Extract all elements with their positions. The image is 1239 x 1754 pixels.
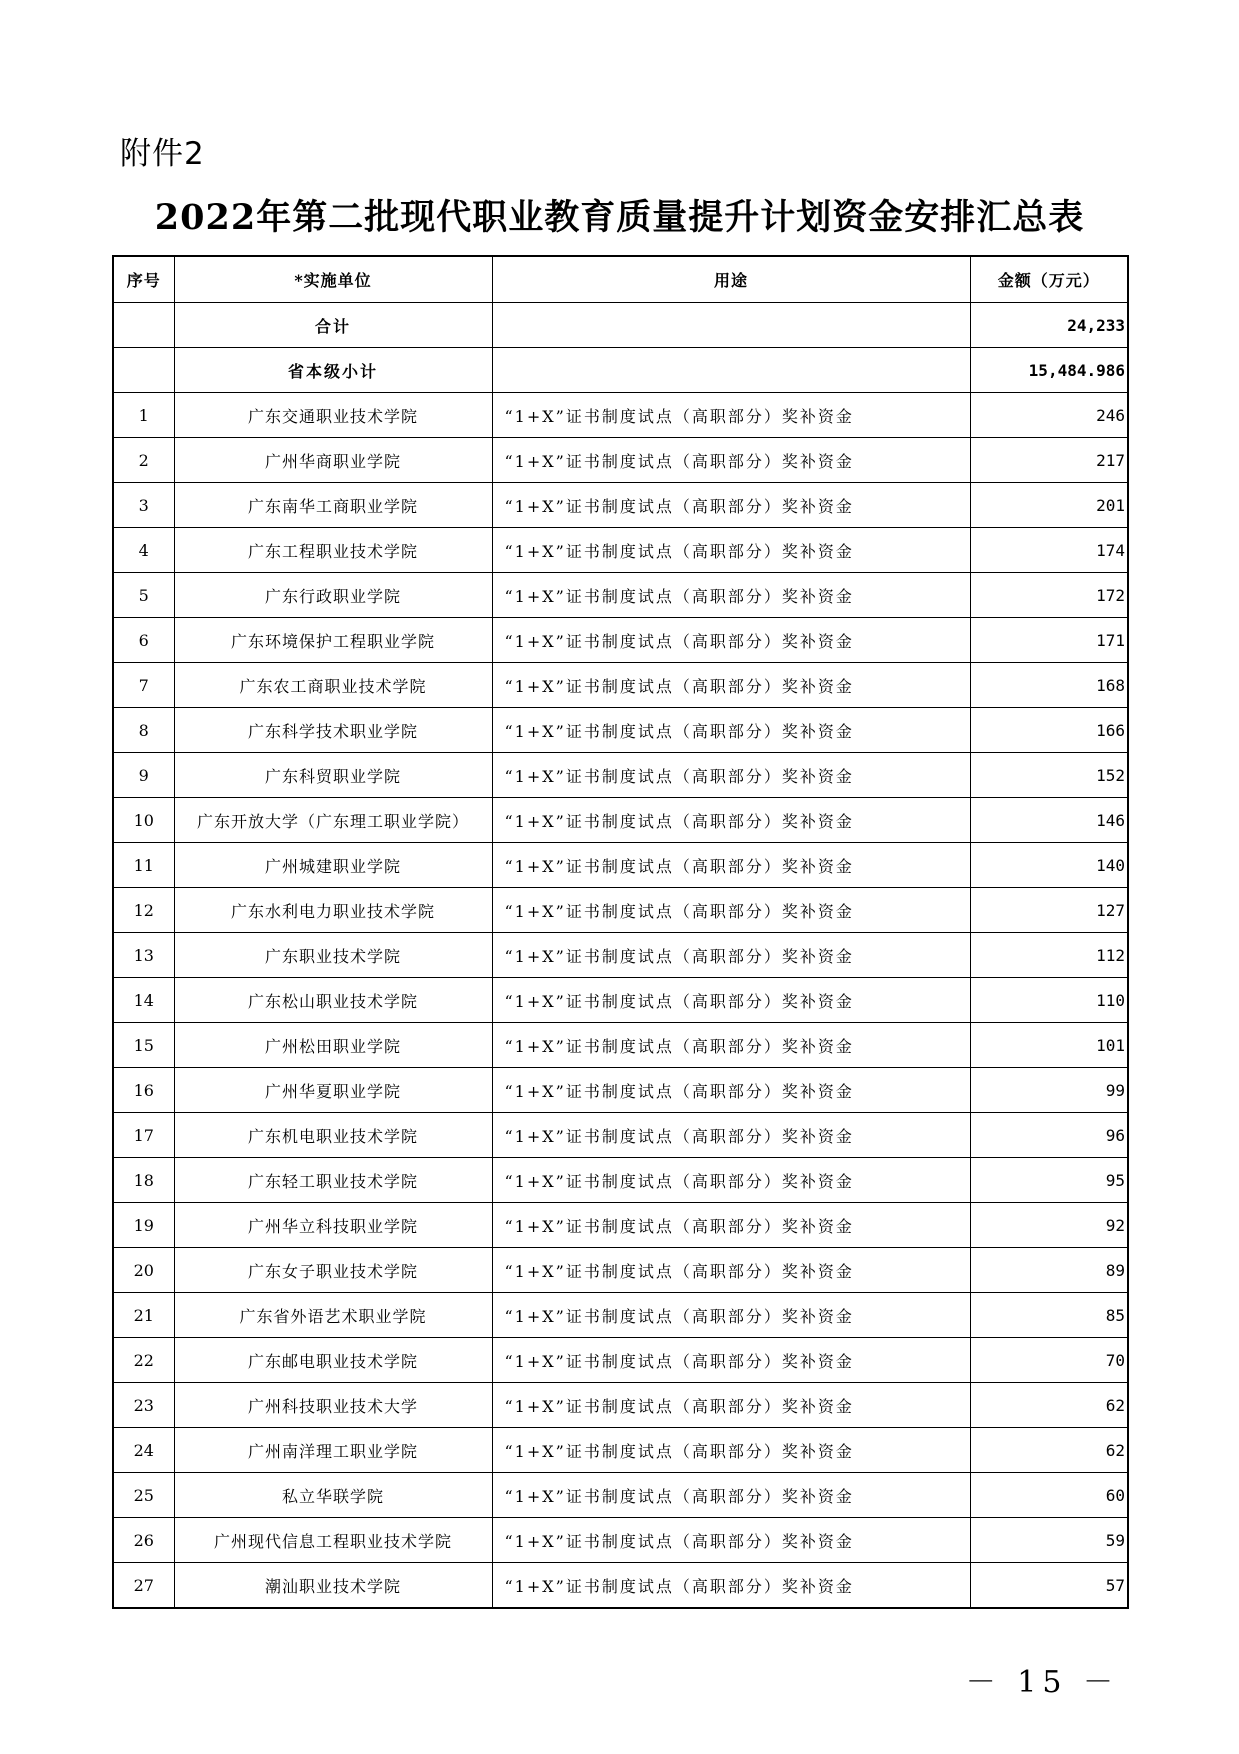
provincial-subtotal-row	[113, 348, 1128, 393]
cell-unit: 广州华夏职业学院	[174, 1068, 492, 1113]
cell-seq: 11	[113, 843, 174, 888]
table-row	[113, 1113, 1128, 1158]
cell-use: “1+X”证书制度试点（高职部分）奖补资金	[492, 1203, 970, 1248]
cell-use: “1+X”证书制度试点（高职部分）奖补资金	[492, 1158, 970, 1203]
cell-unit: 广东南华工商职业学院	[174, 483, 492, 528]
cell-use: “1+X”证书制度试点（高职部分）奖补资金	[492, 1383, 970, 1428]
table-row	[113, 933, 1128, 978]
table-body	[113, 303, 1128, 1609]
cell-use: “1+X”证书制度试点（高职部分）奖补资金	[492, 393, 970, 438]
total-amount: 24,233	[970, 303, 1128, 348]
cell-seq: 8	[113, 708, 174, 753]
cell-use: “1+X”证书制度试点（高职部分）奖补资金	[492, 1068, 970, 1113]
cell-unit: 广东松山职业技术学院	[174, 978, 492, 1023]
cell-use: “1+X”证书制度试点（高职部分）奖补资金	[492, 888, 970, 933]
cell-unit: 广州现代信息工程职业技术学院	[174, 1518, 492, 1563]
cell-amount: 110	[970, 978, 1128, 1023]
cell-use: “1+X”证书制度试点（高职部分）奖补资金	[492, 483, 970, 528]
cell-seq: 13	[113, 933, 174, 978]
cell-seq: 1	[113, 393, 174, 438]
cell-seq: 20	[113, 1248, 174, 1293]
cell-unit: 广东开放大学（广东理工职业学院）	[174, 798, 492, 843]
cell-seq: 24	[113, 1428, 174, 1473]
cell-unit: 广东水利电力职业技术学院	[174, 888, 492, 933]
cell-unit: 广州城建职业学院	[174, 843, 492, 888]
cell-seq: 17	[113, 1113, 174, 1158]
cell-amount: 92	[970, 1203, 1128, 1248]
cell-amount: 112	[970, 933, 1128, 978]
page-number: － 15 －	[965, 1665, 1119, 1700]
table-row	[113, 1158, 1128, 1203]
cell-unit: 潮汕职业技术学院	[174, 1563, 492, 1609]
cell-amount: 246	[970, 393, 1128, 438]
cell-seq: 10	[113, 798, 174, 843]
table-row	[113, 528, 1128, 573]
cell-unit: 广东交通职业技术学院	[174, 393, 492, 438]
cell-unit: 广州华立科技职业学院	[174, 1203, 492, 1248]
table-row	[113, 1563, 1128, 1609]
table-row	[113, 978, 1128, 1023]
total-label: 合计	[174, 303, 492, 348]
cell-amount: 95	[970, 1158, 1128, 1203]
cell-amount: 166	[970, 708, 1128, 753]
cell-amount: 146	[970, 798, 1128, 843]
cell-seq: 15	[113, 1023, 174, 1068]
cell-unit: 广东机电职业技术学院	[174, 1113, 492, 1158]
cell-seq: 5	[113, 573, 174, 618]
cell-amount: 152	[970, 753, 1128, 798]
total-row	[113, 303, 1128, 348]
cell-seq: 4	[113, 528, 174, 573]
cell-seq: 2	[113, 438, 174, 483]
cell-amount: 96	[970, 1113, 1128, 1158]
cell-unit: 广东女子职业技术学院	[174, 1248, 492, 1293]
cell-amount: 101	[970, 1023, 1128, 1068]
subtotal-use	[492, 348, 970, 393]
document-title: 2022年第二批现代职业教育质量提升计划资金安排汇总表	[154, 197, 1085, 238]
cell-amount: 174	[970, 528, 1128, 573]
cell-amount: 172	[970, 573, 1128, 618]
cell-use: “1+X”证书制度试点（高职部分）奖补资金	[492, 933, 970, 978]
funding-table	[112, 255, 1129, 1609]
cell-use: “1+X”证书制度试点（高职部分）奖补资金	[492, 798, 970, 843]
cell-amount: 62	[970, 1428, 1128, 1473]
cell-amount: 217	[970, 438, 1128, 483]
cell-amount: 59	[970, 1518, 1128, 1563]
cell-use: “1+X”证书制度试点（高职部分）奖补资金	[492, 573, 970, 618]
cell-amount: 89	[970, 1248, 1128, 1293]
cell-seq: 19	[113, 1203, 174, 1248]
cell-seq: 6	[113, 618, 174, 663]
table-row	[113, 843, 1128, 888]
cell-unit: 广州科技职业技术大学	[174, 1383, 492, 1428]
table-row	[113, 1248, 1128, 1293]
table-row	[113, 1068, 1128, 1113]
cell-unit: 广东轻工职业技术学院	[174, 1158, 492, 1203]
subtotal-amount: 15,484.986	[970, 348, 1128, 393]
header-use: 用途	[492, 256, 970, 303]
cell-amount: 57	[970, 1563, 1128, 1609]
cell-use: “1+X”证书制度试点（高职部分）奖补资金	[492, 708, 970, 753]
cell-amount: 201	[970, 483, 1128, 528]
cell-amount: 60	[970, 1473, 1128, 1518]
cell-seq: 25	[113, 1473, 174, 1518]
cell-amount: 140	[970, 843, 1128, 888]
cell-amount: 168	[970, 663, 1128, 708]
header-unit: *实施单位	[174, 256, 492, 303]
cell-unit: 广东职业技术学院	[174, 933, 492, 978]
table-row	[113, 483, 1128, 528]
header-seq: 序号	[113, 256, 174, 303]
cell-use: “1+X”证书制度试点（高职部分）奖补资金	[492, 1428, 970, 1473]
cell-use: “1+X”证书制度试点（高职部分）奖补资金	[492, 1023, 970, 1068]
header-amount: 金额（万元）	[970, 256, 1128, 303]
cell-amount: 127	[970, 888, 1128, 933]
cell-unit: 广东环境保护工程职业学院	[174, 618, 492, 663]
table-row	[113, 1428, 1128, 1473]
table-row	[113, 438, 1128, 483]
total-seq	[113, 303, 174, 348]
cell-unit: 广东省外语艺术职业学院	[174, 1293, 492, 1338]
cell-unit: 广东邮电职业技术学院	[174, 1338, 492, 1383]
cell-amount: 70	[970, 1338, 1128, 1383]
cell-use: “1+X”证书制度试点（高职部分）奖补资金	[492, 1473, 970, 1518]
cell-unit: 私立华联学院	[174, 1473, 492, 1518]
cell-use: “1+X”证书制度试点（高职部分）奖补资金	[492, 843, 970, 888]
table-row	[113, 618, 1128, 663]
cell-use: “1+X”证书制度试点（高职部分）奖补资金	[492, 1293, 970, 1338]
cell-seq: 16	[113, 1068, 174, 1113]
cell-seq: 7	[113, 663, 174, 708]
cell-unit: 广东农工商职业技术学院	[174, 663, 492, 708]
table-row	[113, 1518, 1128, 1563]
table-row	[113, 1293, 1128, 1338]
cell-use: “1+X”证书制度试点（高职部分）奖补资金	[492, 978, 970, 1023]
cell-use: “1+X”证书制度试点（高职部分）奖补资金	[492, 438, 970, 483]
cell-amount: 171	[970, 618, 1128, 663]
cell-unit: 广东行政职业学院	[174, 573, 492, 618]
cell-seq: 22	[113, 1338, 174, 1383]
cell-seq: 3	[113, 483, 174, 528]
cell-unit: 广东科学技术职业学院	[174, 708, 492, 753]
cell-use: “1+X”证书制度试点（高职部分）奖补资金	[492, 618, 970, 663]
cell-seq: 18	[113, 1158, 174, 1203]
table-row	[113, 1473, 1128, 1518]
cell-unit: 广州华商职业学院	[174, 438, 492, 483]
table-row	[113, 1383, 1128, 1428]
cell-amount: 62	[970, 1383, 1128, 1428]
cell-use: “1+X”证书制度试点（高职部分）奖补资金	[492, 1518, 970, 1563]
table-row	[113, 798, 1128, 843]
cell-seq: 12	[113, 888, 174, 933]
cell-unit: 广东工程职业技术学院	[174, 528, 492, 573]
cell-use: “1+X”证书制度试点（高职部分）奖补资金	[492, 528, 970, 573]
cell-use: “1+X”证书制度试点（高职部分）奖补资金	[492, 1248, 970, 1293]
cell-seq: 27	[113, 1563, 174, 1609]
subtotal-label: 省本级小计	[174, 348, 492, 393]
cell-amount: 99	[970, 1068, 1128, 1113]
table-row	[113, 888, 1128, 933]
table-row	[113, 393, 1128, 438]
table-row	[113, 573, 1128, 618]
table-row	[113, 663, 1128, 708]
cell-use: “1+X”证书制度试点（高职部分）奖补资金	[492, 753, 970, 798]
cell-seq: 14	[113, 978, 174, 1023]
cell-unit: 广州南洋理工职业学院	[174, 1428, 492, 1473]
cell-use: “1+X”证书制度试点（高职部分）奖补资金	[492, 1113, 970, 1158]
cell-seq: 23	[113, 1383, 174, 1428]
table-header-row	[113, 256, 1128, 303]
cell-seq: 9	[113, 753, 174, 798]
cell-amount: 85	[970, 1293, 1128, 1338]
table-row	[113, 1338, 1128, 1383]
subtotal-seq	[113, 348, 174, 393]
table-row	[113, 753, 1128, 798]
cell-unit: 广州松田职业学院	[174, 1023, 492, 1068]
cell-unit: 广东科贸职业学院	[174, 753, 492, 798]
cell-use: “1+X”证书制度试点（高职部分）奖补资金	[492, 663, 970, 708]
table-row	[113, 708, 1128, 753]
table-row	[113, 1203, 1128, 1248]
cell-seq: 21	[113, 1293, 174, 1338]
total-use	[492, 303, 970, 348]
attachment-label: 附件2	[120, 136, 205, 172]
table-row	[113, 1023, 1128, 1068]
cell-seq: 26	[113, 1518, 174, 1563]
cell-use: “1+X”证书制度试点（高职部分）奖补资金	[492, 1563, 970, 1609]
cell-use: “1+X”证书制度试点（高职部分）奖补资金	[492, 1338, 970, 1383]
